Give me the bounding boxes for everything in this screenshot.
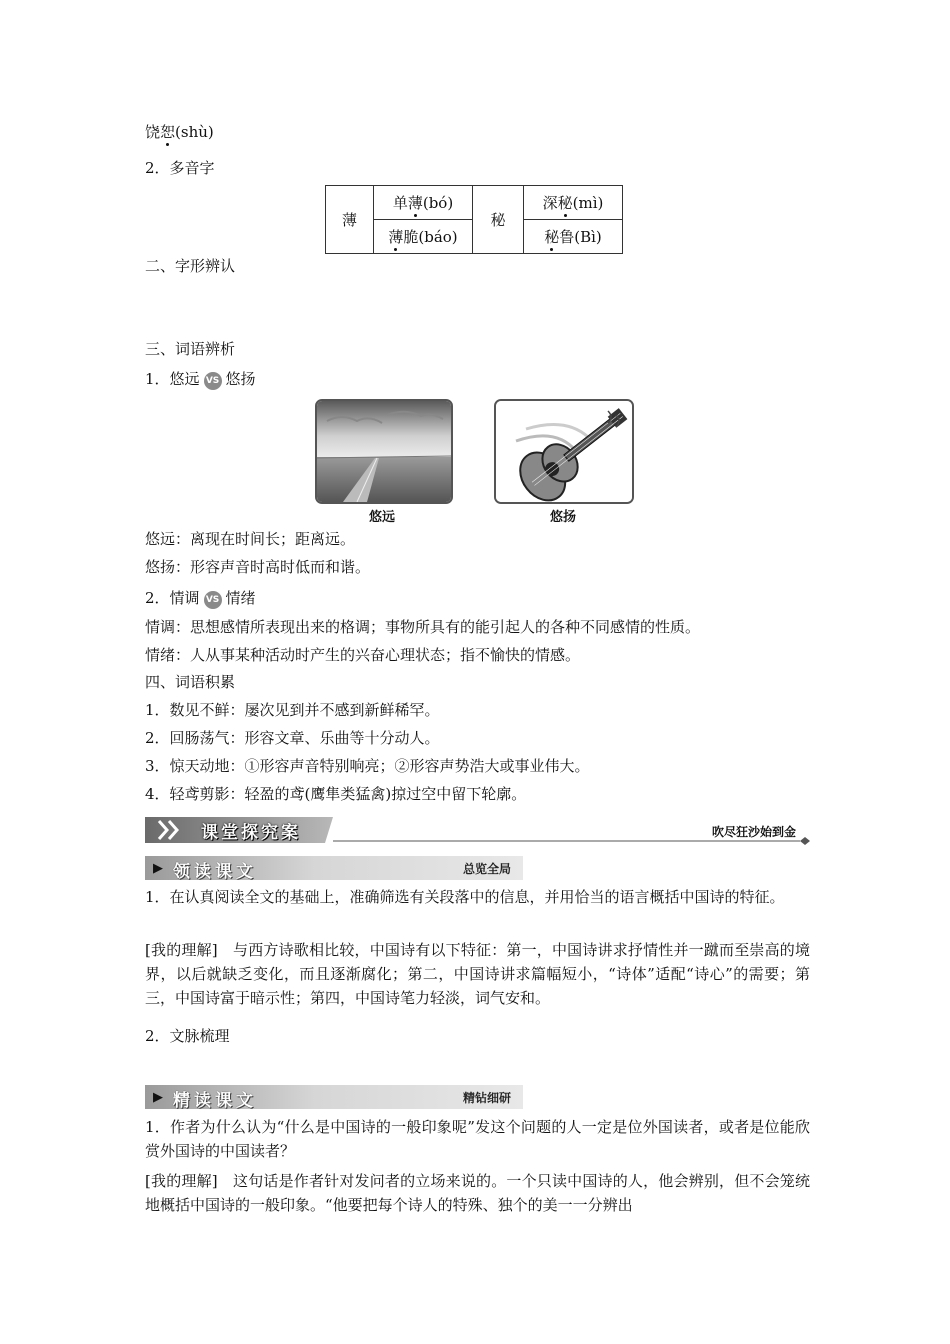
- reading-band-2: [145, 1085, 523, 1109]
- poly-cell: 深秘(mì): [524, 186, 623, 220]
- pinyin-line-shu: [145, 122, 214, 142]
- section-heading-3: 三、词语辨析: [145, 340, 236, 358]
- section-heading-2: 二、字形辨认: [145, 257, 236, 275]
- pair-right: 情绪: [225, 589, 256, 607]
- poly-cell: 薄脆(báo): [374, 220, 473, 254]
- answer-3: [我的理解] 这句话是作者针对发问者的立场来说的。一个只读中国诗的人，他会辨别，但不会笼统地概括中国诗的一般印象。“他要把每个诗人的特殊、独个的美一一分辨出: [145, 1172, 810, 1214]
- definition-1: 悠远：离现在时间长；距离远。: [145, 530, 356, 548]
- definition-3: 情调：思想感情所表现出来的格调；事物所具有的能引起人的各种不同感情的性质。: [145, 618, 701, 636]
- play-triangle-icon: ▶: [153, 861, 163, 876]
- poly-char-2: 秘: [473, 186, 524, 254]
- char-text: 饶: [145, 123, 161, 141]
- polyphonic-table: [325, 185, 623, 254]
- definition-2: 悠扬：形容声音时高时低而和谐。: [145, 558, 371, 576]
- poly-char-1: 薄: [326, 186, 374, 254]
- accumulation-item: 3．惊天动地：①形容声音特别响亮；②形容声势浩大或事业伟大。: [145, 757, 590, 775]
- landscape-road-image: [315, 399, 453, 504]
- answer-1: [我的理解] 与西方诗歌相比较，中国诗有以下特征：第一，中国诗讲求抒情性并一蹴而至崇高的境界，以后就缺乏变化，而且逐渐腐化；第二，中国诗讲求篇幅短小，“诗体”适配“诗心”的需要；第三，中国诗富于暗示性；第四，中国诗笔力轻淡，词气安和。: [145, 941, 810, 1007]
- pair-left: 1．悠远: [145, 370, 200, 388]
- image-caption-2: 悠扬: [549, 510, 576, 525]
- image-caption-1: 悠远: [368, 510, 395, 525]
- definition-4: 情绪：人从事某种活动时产生的兴奋心理状态；指不愉快的情感。: [145, 646, 581, 664]
- play-triangle-icon: ▶: [153, 1090, 163, 1105]
- banner-title: 课堂探究案: [201, 823, 301, 843]
- section-heading-4: 四、词语积累: [145, 673, 236, 691]
- band-title: 精读课文: [173, 1091, 257, 1111]
- question-1: 1．在认真阅读全文的基础上，准确筛选有关段落中的信息，并用恰当的语言概括中国诗的特征。: [145, 888, 785, 906]
- banner-motto: 吹尽狂沙始到金: [711, 825, 796, 839]
- band-subtitle: 总览全局: [462, 862, 511, 876]
- vs-icon: VS: [204, 372, 222, 390]
- accumulation-item: 4．轻鸢剪影：轻盈的鸢(鹰隼类猛禽)掠过空中留下轮廓。: [145, 785, 527, 803]
- pair-right: 悠扬: [225, 370, 256, 388]
- section-banner: [145, 815, 810, 845]
- pinyin-text: (shù): [175, 123, 214, 141]
- dotted-char: 恕: [160, 123, 176, 141]
- question-2: 2．文脉梳理: [145, 1027, 230, 1045]
- reading-band-1: [145, 856, 523, 880]
- accumulation-item: 2．回肠荡气：形容文章、乐曲等十分动人。: [145, 729, 440, 747]
- word-pair-1: [145, 369, 256, 390]
- poly-cell: 秘鲁(Bì): [524, 220, 623, 254]
- vs-icon: VS: [204, 591, 222, 609]
- band-subtitle: 精钻细研: [462, 1091, 511, 1105]
- guitar-image: [494, 399, 634, 504]
- band-title: 领读课文: [173, 862, 257, 882]
- word-pair-2: [145, 588, 256, 609]
- poly-cell: 单薄(bó): [374, 186, 473, 220]
- pair-left: 2．情调: [145, 589, 200, 607]
- heading-polyphonic: 2．多音字: [145, 159, 215, 177]
- question-3: 1．作者为什么认为“什么是中国诗的一般印象呢”发这个问题的人一定是位外国读者，或者是位能欣赏外国诗的中国读者？: [145, 1118, 810, 1160]
- accumulation-item: 1．数见不鲜：屡次见到并不感到新鲜稀罕。: [145, 701, 440, 719]
